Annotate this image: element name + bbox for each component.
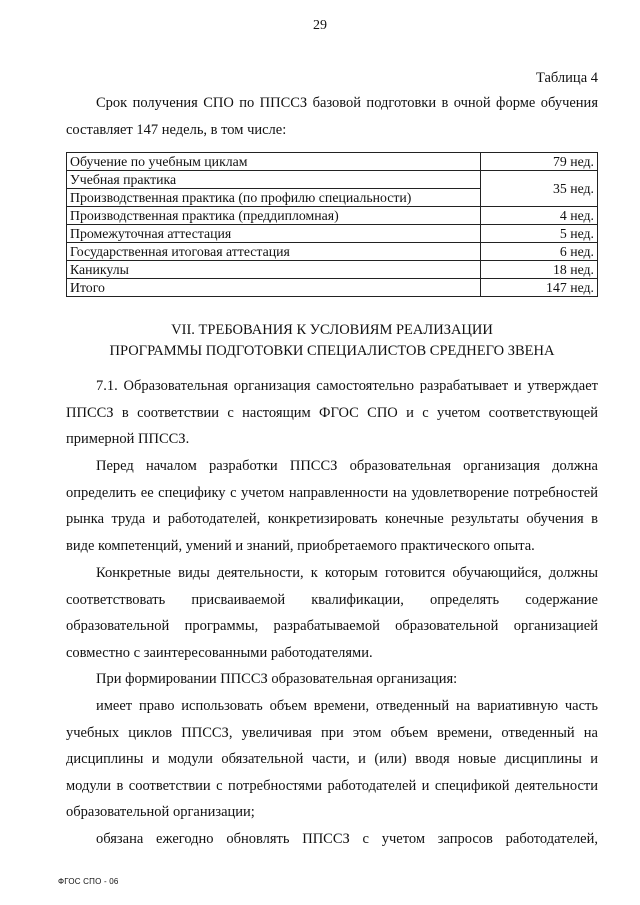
duration-table [66,152,598,297]
paragraph: обязана ежегодно обновлять ППССЗ с учетом запросов работодателей, [96,831,598,847]
row-value: 6 нед. [481,243,598,261]
row-value: 79 нед. [481,153,598,171]
table-row [67,243,598,261]
row-value: 147 нед. [481,279,598,297]
table-row [67,225,598,243]
paragraph: Конкретные виды деятельности, к которым готовится обучающийся, должны соответствовать присваиваемой квалификации, определять содержание образовательной программы, разрабатываемой образовательной организацией совместно с заинтересованными работодателями. [66,565,598,661]
paragraph: 7.1. Образовательная организация самостоятельно разрабатывает и утверждает ППССЗ в соответствии с настоящим ФГОС СПО и с учетом соответствующей примерной ППССЗ. [66,378,598,448]
row-label: Промежуточная аттестация [67,225,481,243]
table-row [67,153,598,171]
page-number: 29 [313,18,327,33]
table-row [67,279,598,297]
row-value: 18 нед. [481,261,598,279]
row-label: Государственная итоговая аттестация [67,243,481,261]
paragraph: имеет право использовать объем времени, отведенный на вариативную часть учебных циклов ППССЗ, увеличивая при этом объем времени, отведенный на дисциплины и модули обязательной части, и (или) вводя новые дисциплины и модули в соответствии с потребностями работодателей и спецификой деятельности образовательной организации; [66,698,598,821]
paragraph: Перед началом разработки ППССЗ образовательная организация должна определить ее специфику с учетом направленности на удовлетворение потребностей рынка труда и работодателей, конкретизировать конечные результаты обучения в виде компетенций, умений и знаний, приобретаемого практического опыта. [66,458,598,554]
row-label: Итого [67,279,481,297]
row-label: Каникулы [67,261,481,279]
section-heading-line1: VII. ТРЕБОВАНИЯ К УСЛОВИЯМ РЕАЛИЗАЦИИ [171,322,493,338]
table-row [67,171,598,189]
row-value: 4 нед. [481,207,598,225]
footer-label: ФГОС СПО - 06 [58,877,119,886]
row-label: Производственная практика (по профилю специальности) [67,189,481,207]
intro-paragraph: Срок получения СПО по ППССЗ базовой подготовки в очной форме обучения составляет 147 недель, в том числе: [66,95,598,138]
table-label: Таблица 4 [535,70,598,86]
section-heading-line2: ПРОГРАММЫ ПОДГОТОВКИ СПЕЦИАЛИСТОВ СРЕДНЕГО ЗВЕНА [109,343,555,359]
paragraph: При формировании ППССЗ образовательная организация: [96,671,458,687]
row-label: Обучение по учебным циклам [67,153,481,171]
row-value: 5 нед. [481,225,598,243]
row-label: Производственная практика (преддипломная) [67,207,481,225]
row-label: Учебная практика [67,171,481,189]
table-row [67,207,598,225]
table-row [67,261,598,279]
row-value: 35 нед. [481,171,598,207]
section-heading [66,320,598,362]
